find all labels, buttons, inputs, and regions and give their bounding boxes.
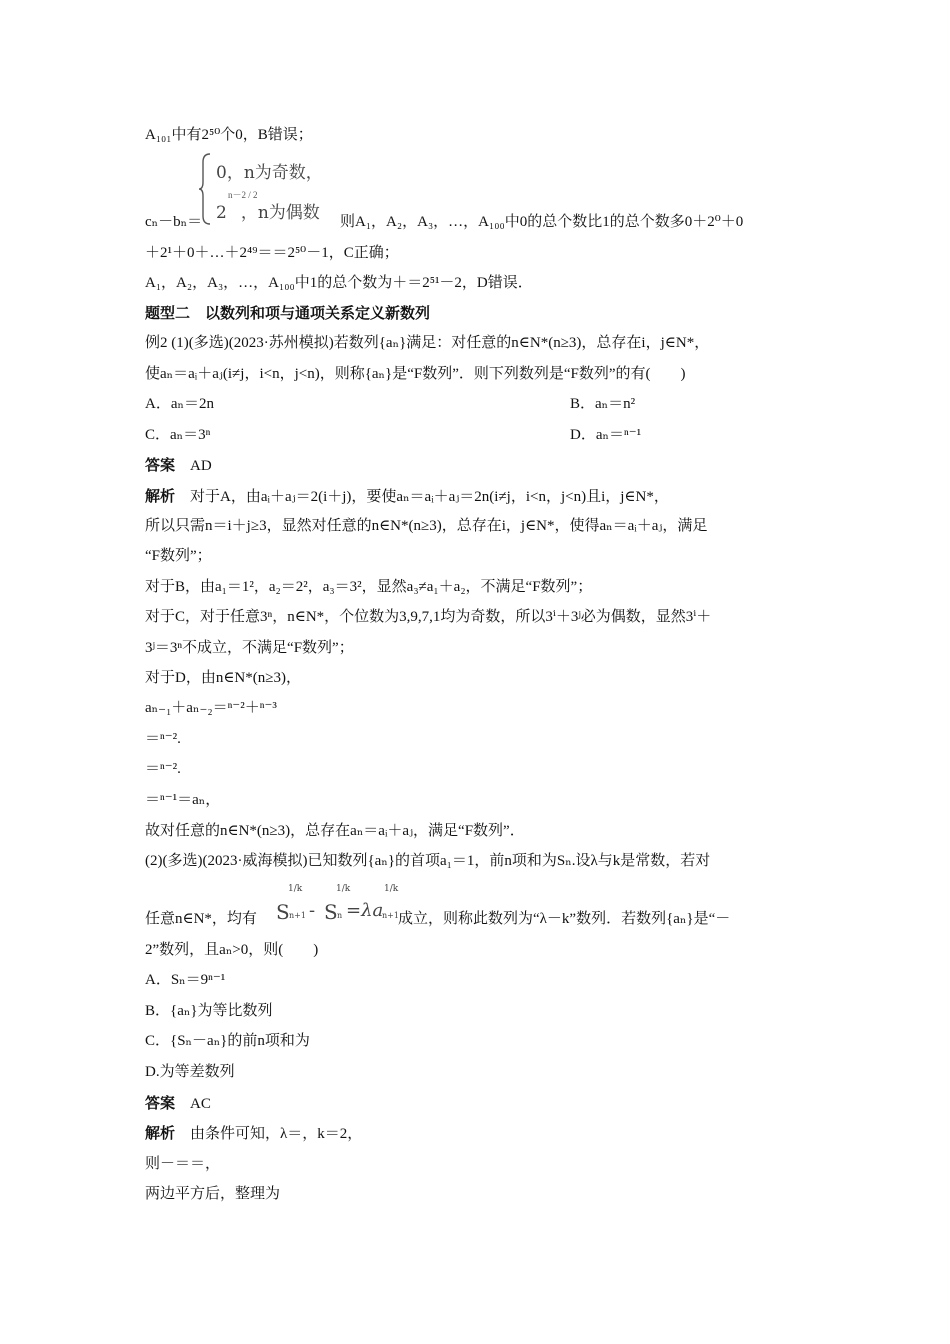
analysis-row (145, 485, 810, 508)
option-d: D．aₙ＝ⁿ⁻¹ (570, 427, 642, 443)
lambda-k-equation: S 1/k n+1 - S 1/k n =λa 1/k n+1 (276, 884, 399, 924)
answer-label: 答案 (145, 456, 176, 474)
text-line: ＋2¹＋0＋…＋2⁴⁹＝＝2⁵⁰－1，C正确； (145, 245, 399, 261)
answer-value: AC (190, 1096, 211, 1112)
option-a: A．aₙ＝2n (145, 396, 214, 412)
option-row (145, 424, 810, 446)
text-line: 则A₁，A₂，A₃，…，A₁₀₀中0的总个数比1的总个数多0＋2⁰＋0 (340, 214, 744, 230)
text-line: 2”数列，且aₙ>0，则( ) (145, 942, 319, 958)
option-b: B．aₙ＝n² (570, 396, 636, 412)
section-heading: 题型二 以数列和项与通项关系定义新数列 (145, 304, 431, 322)
text-line: ＝ⁿ⁻¹＝aₙ， (145, 792, 221, 808)
text-line: 两边平方后，整理为 (145, 1186, 281, 1202)
text-line: ＝ⁿ⁻². (145, 731, 181, 747)
analysis-row (145, 1122, 810, 1145)
text-line: ＝ⁿ⁻². (145, 761, 181, 777)
analysis-label: 解析 (145, 487, 176, 505)
text-line: 使aₙ＝aᵢ＋aⱼ(i≠j，i<n，j<n)，则称{aₙ}是“F数列”．则下列数列是“F数列”的有( ) (145, 366, 686, 382)
text-line: 成立，则称此数列为“λ－k”数列．若数列{aₙ}是“－ (398, 911, 731, 927)
text-line: 对于D，由n∈N*(n≥3)， (145, 670, 301, 686)
piecewise-case-even-exponent: n－2 / 2 (228, 190, 258, 200)
option-c: C．{Sₙ－aₙ}的前n项和为 (145, 1033, 310, 1049)
piecewise-formula (198, 152, 348, 232)
text-line: 则－＝＝， (145, 1156, 221, 1172)
analysis-text: 对于A，由aᵢ＋aⱼ＝2(i＋j)，要使aₙ＝aᵢ＋aⱼ＝2n(i≠j，i<n，j<n)且i，j∈N*， (190, 489, 669, 505)
piecewise-case-odd: 0，n为奇数， (216, 163, 323, 183)
option-c: C．aₙ＝3ⁿ (145, 427, 211, 443)
analysis-label: 解析 (145, 1124, 176, 1142)
text-line: cₙ－bₙ＝ (145, 214, 203, 230)
text-line: aₙ₋₁＋aₙ₋₂＝ⁿ⁻²＋ⁿ⁻³ (145, 700, 277, 716)
text-line: 故对任意的n∈N*(n≥3)，总存在aₙ＝aᵢ＋aⱼ，满足“F数列”． (145, 823, 525, 839)
text-line: A₁₀₁中有2⁵⁰个0，B错误； (145, 127, 313, 143)
text-line: 对于B，由a₁＝1²，a₂＝2²，a₃＝3²，显然a₃≠a₁＋a₂，不满足“F数列”； (145, 579, 593, 595)
text-line: 对于C，对于任意3ⁿ，n∈N*，个位数为3,9,7,1均为奇数，所以3ⁱ＋3ʲ必为偶数，显然3ⁱ＋ (145, 609, 712, 625)
answer-value: AD (190, 458, 212, 474)
text-line: “F数列”； (145, 548, 212, 564)
example-subpart: (2)(多选)(2023·威海模拟)已知数列{aₙ}的首项a₁＝1，前n项和为Sₙ.设λ与k是常数，若对 (145, 853, 711, 869)
option-d: D.为等差数列 (145, 1064, 235, 1080)
answer-row (145, 454, 810, 477)
example-heading: 例2 (1)(多选)(2023·苏州模拟)若数列{aₙ}满足：对任意的n∈N*(n≥3)，总存在i，j∈N*， (145, 335, 710, 351)
text-line: 3ʲ＝3ⁿ不成立，不满足“F数列”； (145, 640, 354, 656)
text-line: A₁，A₂，A₃，…，A₁₀₀中1的总个数为＋＝2⁵¹－2，D错误． (145, 275, 533, 291)
option-b: B．{aₙ}为等比数列 (145, 1003, 273, 1019)
option-a: A．Sₙ＝9ⁿ⁻¹ (145, 972, 226, 988)
analysis-text: 由条件可知，λ＝，k＝2， (190, 1126, 363, 1142)
text-line: 任意n∈N*，均有 (145, 911, 257, 927)
piecewise-case-even-base: 2 ，n为偶数 (216, 203, 320, 223)
answer-label: 答案 (145, 1094, 176, 1112)
text-line: 所以只需n＝i＋j≥3，显然对任意的n∈N*(n≥3)，总存在i，j∈N*，使得aₙ＝aᵢ＋aⱼ，满足 (145, 518, 708, 534)
answer-row (145, 1092, 810, 1115)
option-row (145, 393, 810, 415)
